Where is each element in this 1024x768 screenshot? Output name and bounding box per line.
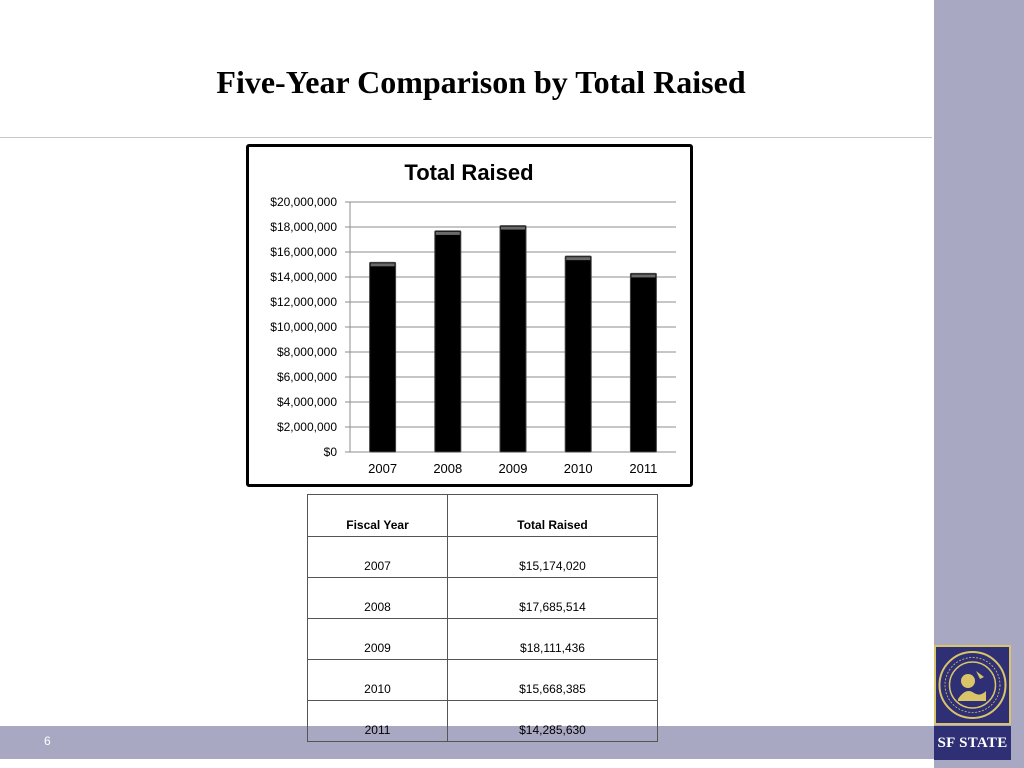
total-raised-cell: $15,174,020 <box>448 537 658 578</box>
bar-2009 <box>500 226 526 452</box>
fiscal-year-cell: 2008 <box>308 578 448 619</box>
y-tick-label: $0 <box>323 445 337 459</box>
y-tick-label: $2,000,000 <box>276 420 337 434</box>
table-row <box>308 660 658 701</box>
title-divider <box>0 137 932 138</box>
bar-2011 <box>630 273 656 452</box>
total-raised-cell: $17,685,514 <box>448 578 658 619</box>
sf-state-logo-text: SF STATE <box>937 734 1008 751</box>
x-tick-label: 2011 <box>629 461 658 476</box>
table-row <box>308 701 658 742</box>
fiscal-year-cell: 2010 <box>308 660 448 701</box>
x-tick-label: 2007 <box>368 461 398 476</box>
slide-title: Five-Year Comparison by Total Raised <box>216 64 746 100</box>
total-raised-cell: $14,285,630 <box>448 701 658 742</box>
bar-2008 <box>435 231 461 452</box>
chart-title: Total Raised <box>404 160 534 185</box>
header-fiscal-year: Fiscal Year <box>308 495 448 537</box>
table-row <box>308 619 658 660</box>
x-tick-label: 2008 <box>433 461 463 476</box>
x-tick-label: 2010 <box>563 461 593 476</box>
bar-top-highlight <box>566 257 590 260</box>
y-tick-label: $8,000,000 <box>276 345 337 359</box>
fiscal-year-cell: 2011 <box>308 701 448 742</box>
seal-icon <box>936 647 1009 723</box>
bar-top-highlight <box>501 227 525 230</box>
table-row <box>308 578 658 619</box>
fiscal-year-cell: 2007 <box>308 537 448 578</box>
y-tick-label: $20,000,000 <box>270 195 337 209</box>
y-tick-label: $12,000,000 <box>270 295 337 309</box>
total-raised-table <box>307 494 658 742</box>
bar-2007 <box>370 262 396 452</box>
header-total-raised: Total Raised <box>448 495 658 537</box>
bar-2010 <box>565 256 591 452</box>
fiscal-year-cell: 2009 <box>308 619 448 660</box>
total-raised-chart <box>246 144 693 487</box>
bar-top-highlight <box>631 274 655 277</box>
y-tick-label: $4,000,000 <box>276 395 337 409</box>
x-tick-label: 2009 <box>498 461 528 476</box>
university-seal-logo <box>934 645 1011 725</box>
page-number: 6 <box>44 734 51 748</box>
bar-top-highlight <box>436 232 460 235</box>
total-raised-cell: $18,111,436 <box>448 619 658 660</box>
total-raised-cell: $15,668,385 <box>448 660 658 701</box>
sf-state-logo <box>934 726 1011 760</box>
table-row <box>308 537 658 578</box>
y-tick-label: $18,000,000 <box>270 220 337 234</box>
bar-top-highlight <box>371 263 395 266</box>
y-tick-label: $10,000,000 <box>270 320 337 334</box>
table-header-row <box>308 495 658 537</box>
y-tick-label: $6,000,000 <box>276 370 337 384</box>
y-tick-label: $16,000,000 <box>270 245 337 259</box>
y-tick-label: $14,000,000 <box>270 270 337 284</box>
